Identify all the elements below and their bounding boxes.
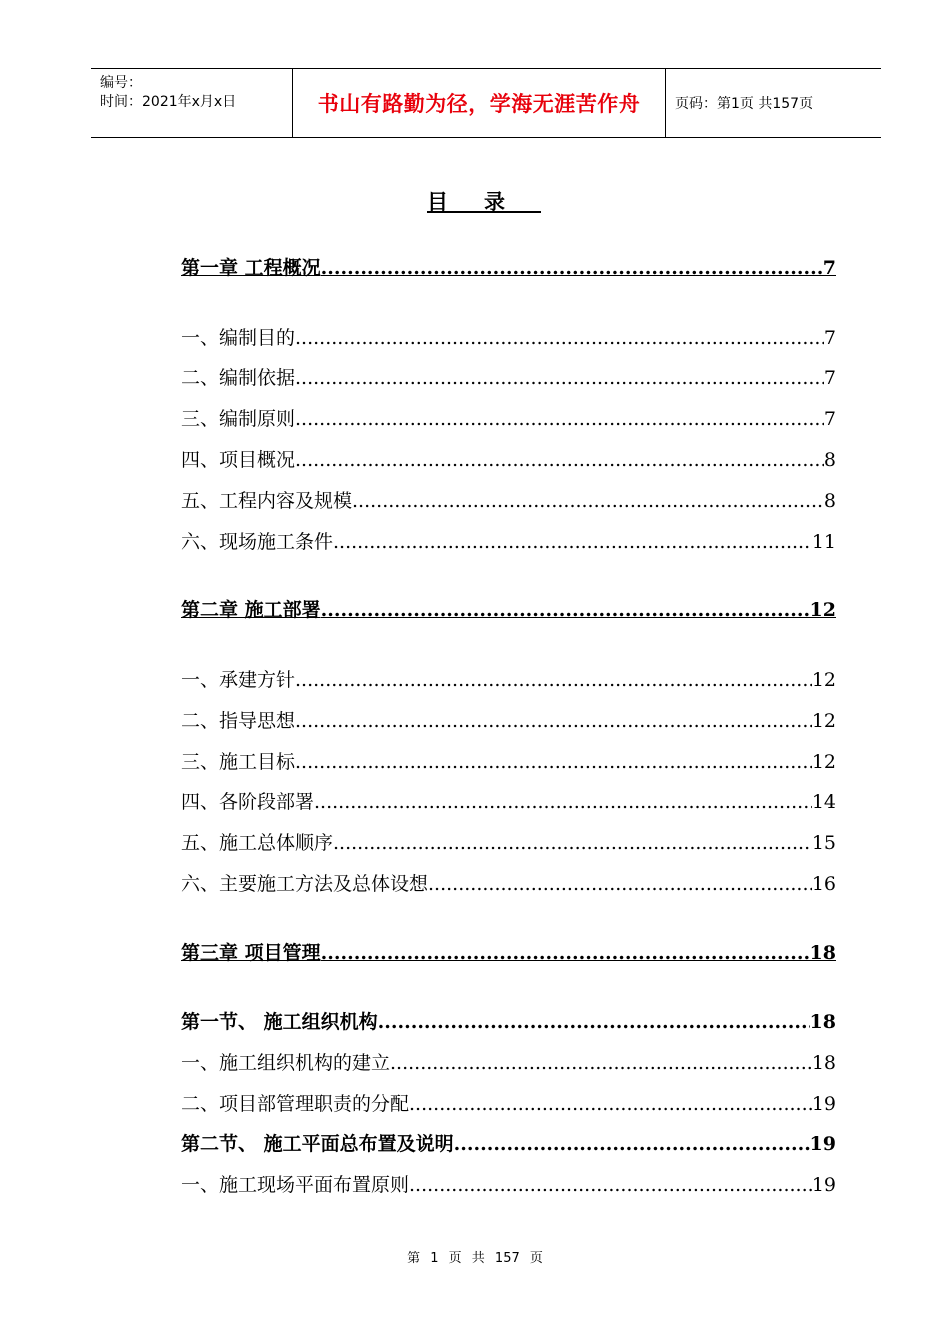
toc-entry-page: 7 <box>823 408 836 430</box>
toc-entry-text: 二、项目部管理职责的分配 <box>181 1093 410 1115</box>
toc-title: 目录 <box>427 189 541 214</box>
toc-entry-page: 12 <box>811 751 836 773</box>
toc-entry-page: 12 <box>809 599 836 621</box>
toc-entry-text: 第一节、 施工组织机构 <box>181 1011 378 1033</box>
toc-chapter[interactable] <box>181 941 836 965</box>
toc-entry-page: 18 <box>811 1052 836 1074</box>
code-label: 编号： <box>100 75 142 91</box>
toc-entry-text: 三、施工目标 <box>181 751 296 773</box>
toc-entry-text: 六、现场施工条件 <box>181 531 334 553</box>
toc-entry[interactable] <box>181 448 836 472</box>
toc-entry[interactable] <box>181 1173 836 1197</box>
toc-entry-text: 一、施工现场平面布置原则 <box>181 1174 410 1196</box>
toc-entry-text: 第一章 工程概况 <box>181 257 321 279</box>
page-footer: 第 1 页 共 157 页 <box>407 1251 543 1266</box>
toc-entry[interactable] <box>181 709 836 733</box>
toc-entry-text: 第二章 施工部署 <box>181 599 321 621</box>
time-label: 时间：2021年x月x日 <box>100 94 237 110</box>
toc-section[interactable] <box>181 1010 836 1034</box>
toc-section[interactable] <box>181 1132 836 1156</box>
toc-entry[interactable] <box>181 790 836 814</box>
toc-entry-page: 19 <box>809 1133 836 1155</box>
toc-entry[interactable] <box>181 668 836 692</box>
toc-entry-page: 18 <box>809 1011 836 1033</box>
toc-entry-page: 8 <box>823 490 836 512</box>
toc-entry-text: 一、编制目的 <box>181 327 296 349</box>
toc-entry-page: 8 <box>823 449 836 471</box>
page-header <box>91 68 881 138</box>
header-page-info: 页码：第1页 共157页 <box>675 96 814 112</box>
toc-entry-page: 7 <box>823 327 836 349</box>
toc-entry-text: 五、施工总体顺序 <box>181 832 334 854</box>
toc-entry[interactable] <box>181 750 836 774</box>
toc-entry-text: 第二节、 施工平面总布置及说明 <box>181 1133 454 1155</box>
toc-entry-text: 二、指导思想 <box>181 710 296 732</box>
toc-entry-page: 18 <box>809 942 836 964</box>
toc-entry-page: 7 <box>823 367 836 389</box>
toc-entry-page: 15 <box>811 832 836 854</box>
toc-entry-page: 19 <box>811 1093 836 1115</box>
toc-entry-text: 六、主要施工方法及总体设想 <box>181 873 429 895</box>
toc-entry-page: 12 <box>811 669 836 691</box>
toc-entry[interactable] <box>181 326 836 350</box>
toc-entry[interactable] <box>181 407 836 431</box>
toc-entry[interactable] <box>181 1051 836 1075</box>
toc-entry-text: 四、项目概况 <box>181 449 296 471</box>
toc-entry[interactable] <box>181 872 836 896</box>
toc-entry-text: 四、各阶段部署 <box>181 791 315 813</box>
header-motto: 书山有路勤为径，学海无涯苦作舟 <box>293 69 666 137</box>
toc-chapter[interactable] <box>181 256 836 280</box>
toc-entry-page: 16 <box>811 873 836 895</box>
toc-entry-page: 12 <box>811 710 836 732</box>
toc-entry-text: 五、工程内容及规模 <box>181 490 353 512</box>
toc-entry[interactable] <box>181 831 836 855</box>
toc-entry[interactable] <box>181 489 836 513</box>
toc-entry-text: 第三章 项目管理 <box>181 942 321 964</box>
toc-entry[interactable] <box>181 530 836 554</box>
toc-entry-text: 二、编制依据 <box>181 367 296 389</box>
toc-chapter[interactable] <box>181 598 836 622</box>
toc-entry[interactable] <box>181 1092 836 1116</box>
toc-entry-page: 11 <box>811 531 836 553</box>
toc-entry-text: 三、编制原则 <box>181 408 296 430</box>
toc-entry-page: 14 <box>811 791 836 813</box>
toc-entry[interactable] <box>181 366 836 390</box>
header-meta-cell <box>91 69 293 137</box>
toc-entry-text: 一、承建方针 <box>181 669 296 691</box>
toc-entry-page: 7 <box>822 257 836 279</box>
toc-entry-page: 19 <box>811 1174 836 1196</box>
toc-entry-text: 一、施工组织机构的建立 <box>181 1052 391 1074</box>
